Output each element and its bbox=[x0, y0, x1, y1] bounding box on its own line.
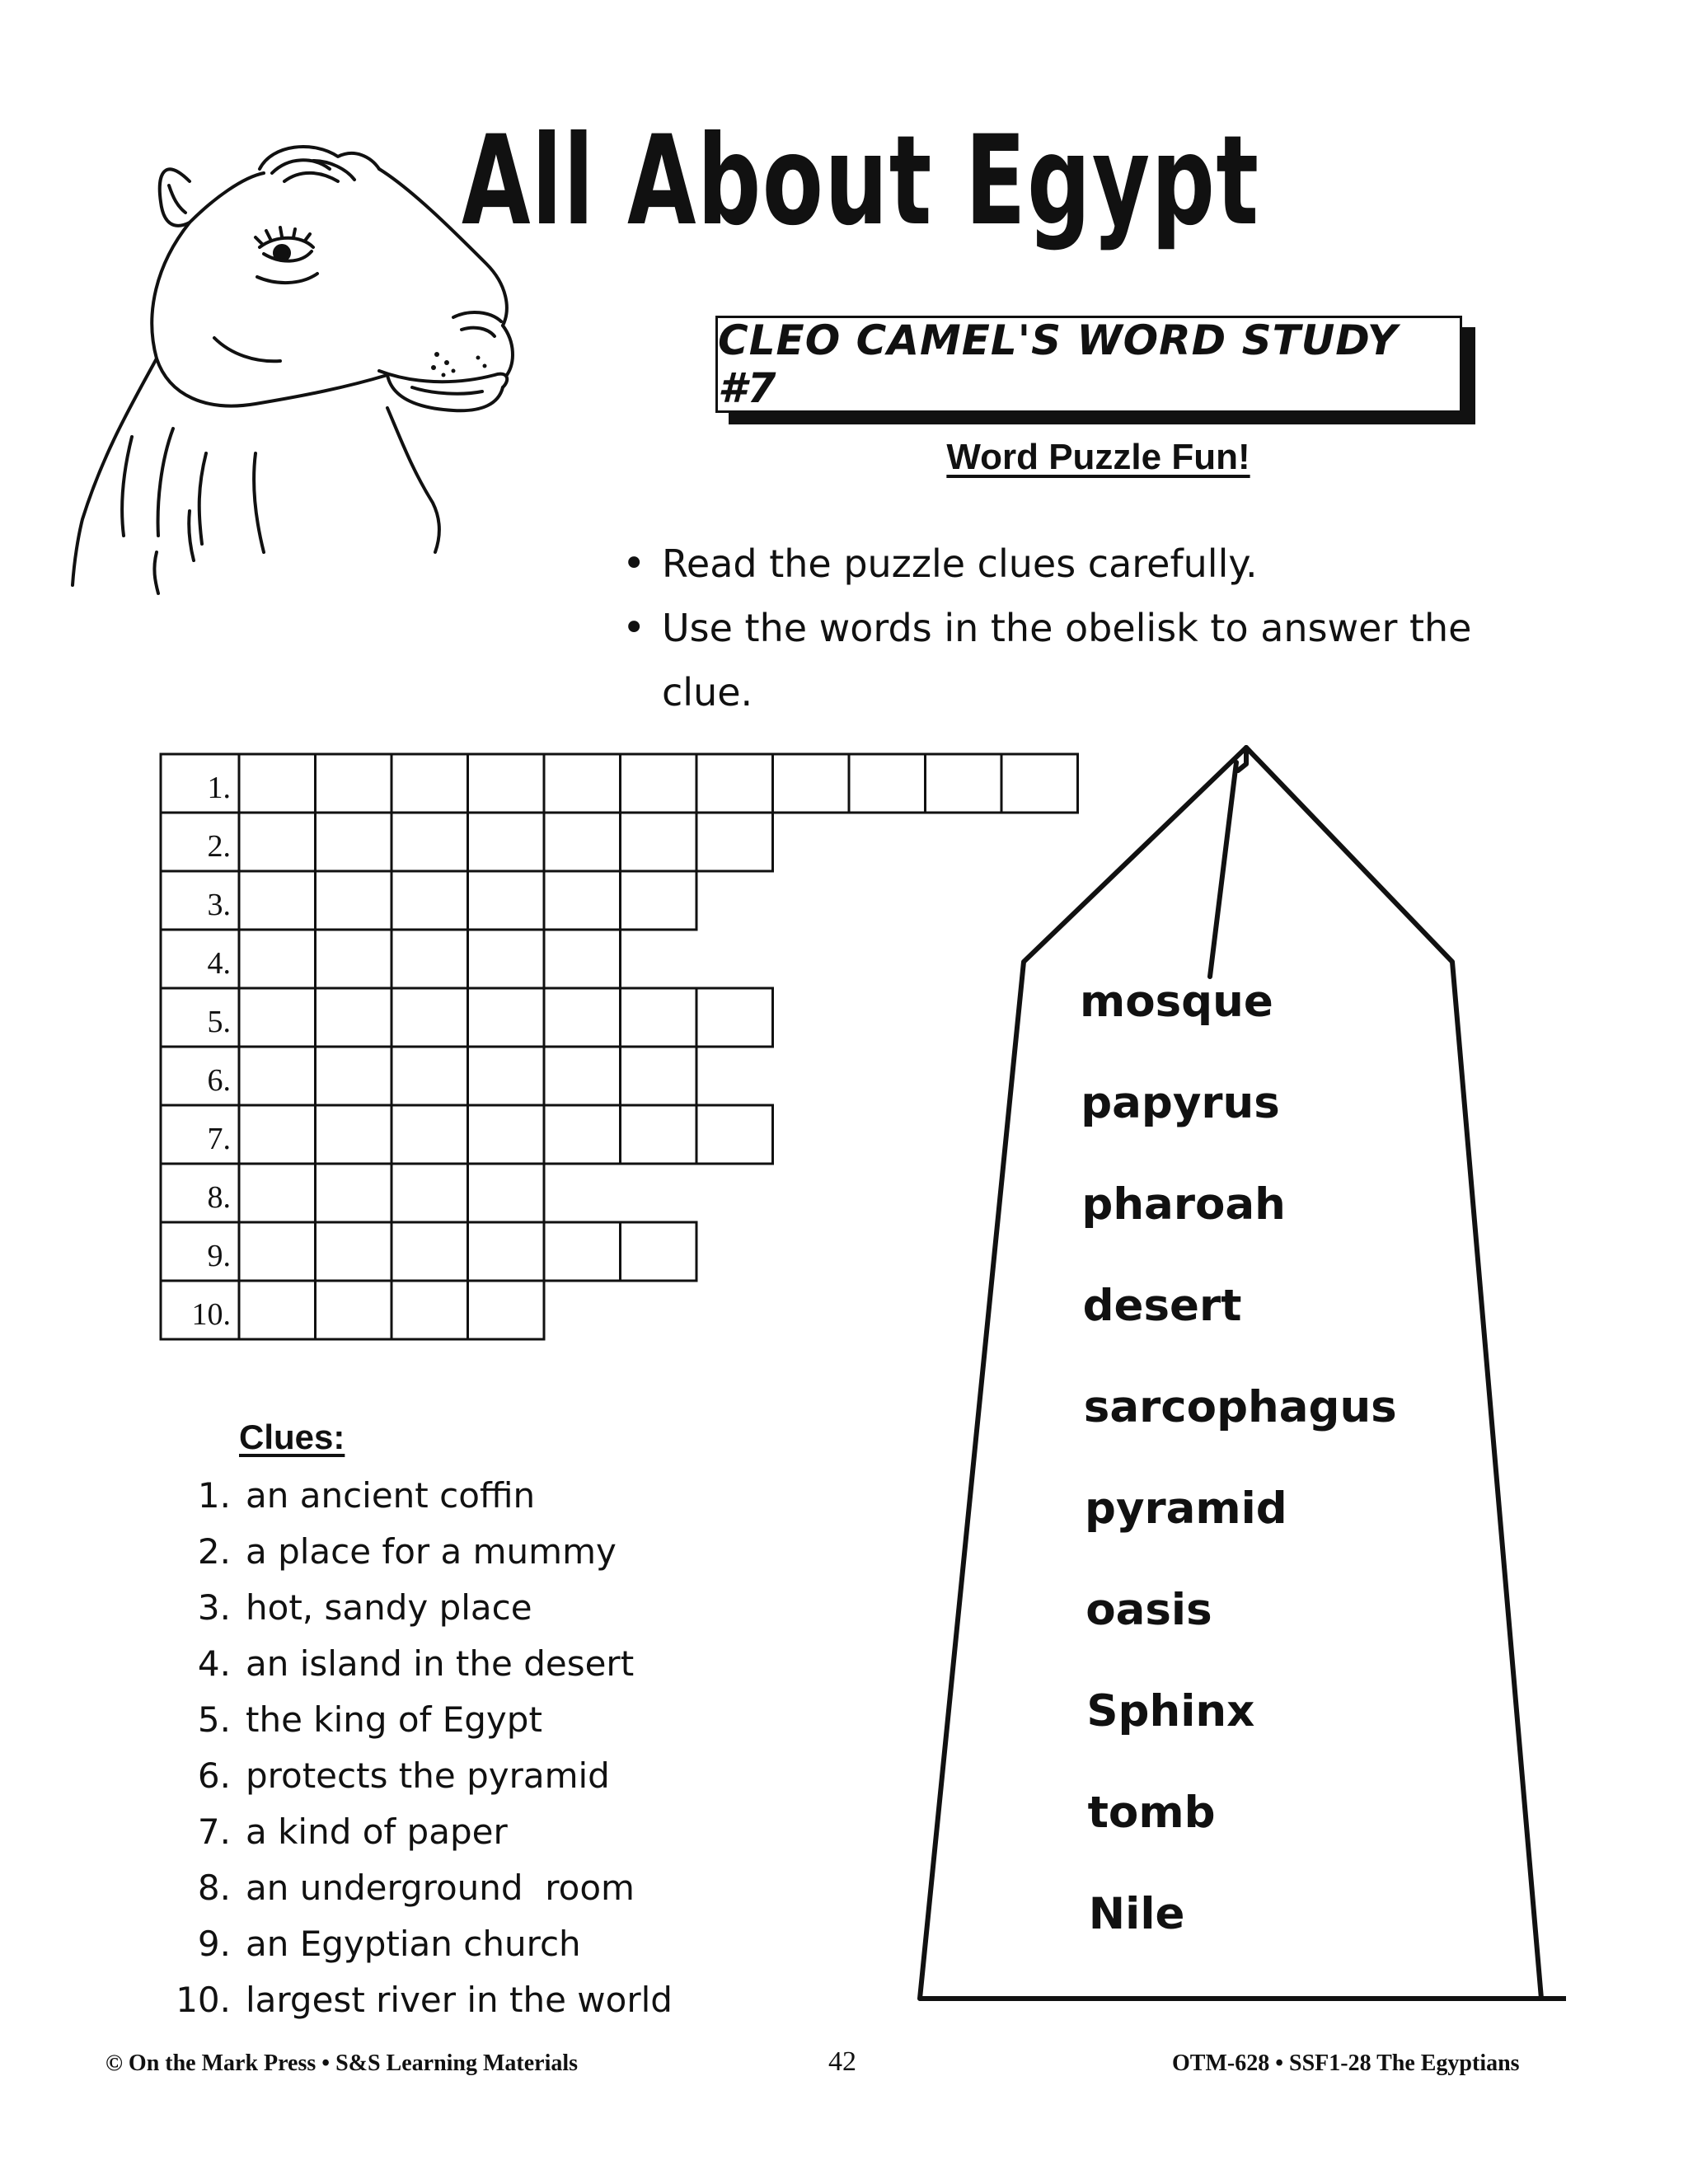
word-study-title-box bbox=[715, 316, 1462, 413]
puzzle-row-number: 7. bbox=[207, 1122, 231, 1156]
clue-number: 1. bbox=[197, 1475, 231, 1516]
clue-text: largest river in the world bbox=[246, 1980, 673, 2020]
puzzle-letter-box[interactable] bbox=[239, 1281, 316, 1339]
puzzle-letter-box[interactable] bbox=[621, 813, 697, 871]
puzzle-letter-box[interactable] bbox=[544, 1047, 621, 1105]
clue-text: an ancient coffin bbox=[246, 1475, 536, 1516]
puzzle-letter-box[interactable] bbox=[239, 754, 316, 813]
puzzle-letter-box[interactable] bbox=[392, 1105, 468, 1164]
footer-code: OTM-628 • SSF1-28 The Egyptians bbox=[1172, 2050, 1520, 2076]
puzzle-letter-box[interactable] bbox=[468, 930, 545, 988]
puzzle-letter-box[interactable] bbox=[392, 1222, 468, 1281]
clue-item bbox=[157, 1643, 734, 1684]
puzzle-letter-box[interactable] bbox=[621, 754, 697, 813]
obelisk-word: desert bbox=[1082, 1281, 1242, 1331]
puzzle-letter-box[interactable] bbox=[316, 988, 392, 1047]
puzzle-row-6 bbox=[161, 1047, 696, 1105]
clue-number: 2. bbox=[197, 1531, 231, 1572]
puzzle-letter-box[interactable] bbox=[316, 1105, 392, 1164]
clue-item bbox=[157, 1531, 734, 1572]
word-study-title: CLEO CAMEL'S WORD STUDY #7 bbox=[718, 316, 1399, 412]
clue-item bbox=[157, 1924, 734, 1964]
instruction-1 bbox=[622, 532, 1570, 596]
clue-number: 10. bbox=[176, 1980, 231, 2020]
puzzle-letter-box[interactable] bbox=[392, 1047, 468, 1105]
puzzle-row-2 bbox=[161, 813, 773, 871]
clue-item bbox=[157, 1980, 734, 2020]
puzzle-letter-box[interactable] bbox=[316, 1047, 392, 1105]
clue-text: an island in the desert bbox=[246, 1643, 635, 1684]
clue-item bbox=[157, 1475, 734, 1516]
puzzle-letter-box[interactable] bbox=[468, 1281, 545, 1339]
puzzle-letter-box[interactable] bbox=[316, 1281, 392, 1339]
puzzle-row-number: 8. bbox=[207, 1180, 231, 1215]
puzzle-row-number: 9. bbox=[207, 1239, 231, 1273]
puzzle-letter-box[interactable] bbox=[696, 813, 773, 871]
page-title: All About Egypt bbox=[462, 110, 1260, 253]
puzzle-letter-box[interactable] bbox=[316, 754, 392, 813]
obelisk-word: papyrus bbox=[1081, 1078, 1280, 1128]
puzzle-letter-box[interactable] bbox=[468, 871, 545, 930]
puzzle-letter-box[interactable] bbox=[316, 813, 392, 871]
clue-text: a kind of paper bbox=[246, 1811, 508, 1852]
puzzle-letter-box[interactable] bbox=[621, 1222, 697, 1281]
puzzle-letter-box[interactable] bbox=[316, 1164, 392, 1222]
puzzle-row-number: 4. bbox=[207, 946, 231, 981]
obelisk-word: Sphinx bbox=[1086, 1686, 1255, 1736]
puzzle-row-9 bbox=[161, 1222, 696, 1281]
clue-number: 3. bbox=[197, 1587, 231, 1628]
puzzle-letter-box[interactable] bbox=[239, 871, 316, 930]
clue-item bbox=[157, 1868, 734, 1908]
obelisk-word: Nile bbox=[1088, 1889, 1185, 1939]
puzzle-row-10 bbox=[161, 1281, 544, 1339]
puzzle-letter-box[interactable] bbox=[239, 1105, 316, 1164]
clues-heading: Clues: bbox=[239, 1418, 345, 1456]
puzzle-row-number: 5. bbox=[207, 1005, 231, 1039]
puzzle-letter-box[interactable] bbox=[392, 988, 468, 1047]
puzzle-row-number: 10. bbox=[191, 1297, 231, 1332]
instruction-text: Use the words in the obelisk to answer the clue. bbox=[662, 606, 1472, 715]
puzzle-letter-box[interactable] bbox=[468, 1164, 545, 1222]
puzzle-letter-box[interactable] bbox=[544, 988, 621, 1047]
puzzle-letter-box[interactable] bbox=[239, 1222, 316, 1281]
puzzle-letter-box[interactable] bbox=[239, 930, 316, 988]
clue-text: an underground room bbox=[246, 1868, 635, 1908]
clue-number: 4. bbox=[197, 1643, 231, 1684]
clue-item bbox=[157, 1811, 734, 1852]
puzzle-letter-box[interactable] bbox=[468, 1105, 545, 1164]
clue-number: 8. bbox=[197, 1868, 231, 1908]
puzzle-row-number: 3. bbox=[207, 888, 231, 922]
bullet-icon: • bbox=[622, 605, 646, 651]
puzzle-letter-box[interactable] bbox=[773, 754, 850, 813]
puzzle-letter-box[interactable] bbox=[544, 1222, 621, 1281]
puzzle-row-7 bbox=[161, 1105, 773, 1164]
clue-text: a place for a mummy bbox=[246, 1531, 617, 1572]
instruction-2 bbox=[622, 596, 1570, 724]
page-number: 42 bbox=[828, 2046, 856, 2077]
puzzle-row-number: 2. bbox=[207, 829, 231, 864]
puzzle-row-8 bbox=[161, 1164, 544, 1222]
puzzle-letter-box[interactable] bbox=[316, 1222, 392, 1281]
clue-number: 7. bbox=[197, 1811, 231, 1852]
obelisk-word: mosque bbox=[1080, 977, 1273, 1027]
clue-text: protects the pyramid bbox=[246, 1755, 610, 1796]
puzzle-letter-box[interactable] bbox=[392, 813, 468, 871]
bullet-icon: • bbox=[622, 541, 646, 587]
puzzle-letter-box[interactable] bbox=[621, 1105, 697, 1164]
clue-text: the king of Egypt bbox=[246, 1699, 542, 1740]
puzzle-letter-box[interactable] bbox=[392, 871, 468, 930]
clue-text: an Egyptian church bbox=[246, 1924, 581, 1964]
clue-number: 6. bbox=[197, 1755, 231, 1796]
puzzle-letter-box[interactable] bbox=[544, 871, 621, 930]
obelisk-word: tomb bbox=[1087, 1788, 1216, 1838]
puzzle-letter-box[interactable] bbox=[316, 930, 392, 988]
puzzle-letter-box[interactable] bbox=[392, 754, 468, 813]
puzzle-letter-box[interactable] bbox=[468, 1047, 545, 1105]
clue-item bbox=[157, 1699, 734, 1740]
puzzle-row-number: 1. bbox=[207, 771, 231, 805]
puzzle-letter-box[interactable] bbox=[544, 754, 621, 813]
puzzle-subtitle: Word Puzzle Fun! bbox=[946, 437, 1250, 477]
puzzle-letter-box[interactable] bbox=[316, 871, 392, 930]
obelisk-drawing bbox=[907, 738, 1566, 2023]
puzzle-letter-box[interactable] bbox=[696, 754, 773, 813]
puzzle-letter-box[interactable] bbox=[621, 1047, 697, 1105]
puzzle-letter-box[interactable] bbox=[239, 1047, 316, 1105]
clue-text: hot, sandy place bbox=[246, 1587, 532, 1628]
clue-number: 5. bbox=[197, 1699, 231, 1740]
puzzle-letter-box[interactable] bbox=[239, 1164, 316, 1222]
puzzle-letter-box[interactable] bbox=[468, 754, 545, 813]
puzzle-letter-box[interactable] bbox=[468, 1222, 545, 1281]
clue-number: 9. bbox=[197, 1924, 231, 1964]
puzzle-letter-box[interactable] bbox=[392, 1281, 468, 1339]
puzzle-letter-box[interactable] bbox=[544, 813, 621, 871]
puzzle-row-3 bbox=[161, 871, 696, 930]
instruction-text: Read the puzzle clues carefully. bbox=[662, 541, 1258, 586]
camel-illustration bbox=[66, 124, 528, 602]
puzzle-letter-box[interactable] bbox=[239, 813, 316, 871]
obelisk-word: sarcophagus bbox=[1083, 1382, 1397, 1432]
obelisk-word: oasis bbox=[1085, 1585, 1212, 1635]
clue-item bbox=[157, 1755, 734, 1796]
puzzle-letter-box[interactable] bbox=[544, 1105, 621, 1164]
puzzle-letter-box[interactable] bbox=[621, 988, 697, 1047]
puzzle-letter-box[interactable] bbox=[392, 1164, 468, 1222]
puzzle-letter-box[interactable] bbox=[468, 813, 545, 871]
puzzle-letter-box[interactable] bbox=[392, 930, 468, 988]
obelisk-word: pharoah bbox=[1081, 1179, 1286, 1230]
puzzle-row-number: 6. bbox=[207, 1063, 231, 1098]
footer-publisher: © On the Mark Press • S&S Learning Materials bbox=[106, 2050, 579, 2076]
puzzle-row-5 bbox=[161, 988, 773, 1047]
clue-item bbox=[157, 1587, 734, 1628]
puzzle-letter-box[interactable] bbox=[468, 988, 545, 1047]
puzzle-letter-box[interactable] bbox=[696, 988, 773, 1047]
obelisk-word: pyramid bbox=[1085, 1483, 1287, 1534]
puzzle-row-4 bbox=[161, 930, 621, 988]
puzzle-letter-box[interactable] bbox=[621, 871, 697, 930]
puzzle-letter-box[interactable] bbox=[696, 1105, 773, 1164]
puzzle-letter-box[interactable] bbox=[239, 988, 316, 1047]
puzzle-letter-box[interactable] bbox=[544, 930, 621, 988]
